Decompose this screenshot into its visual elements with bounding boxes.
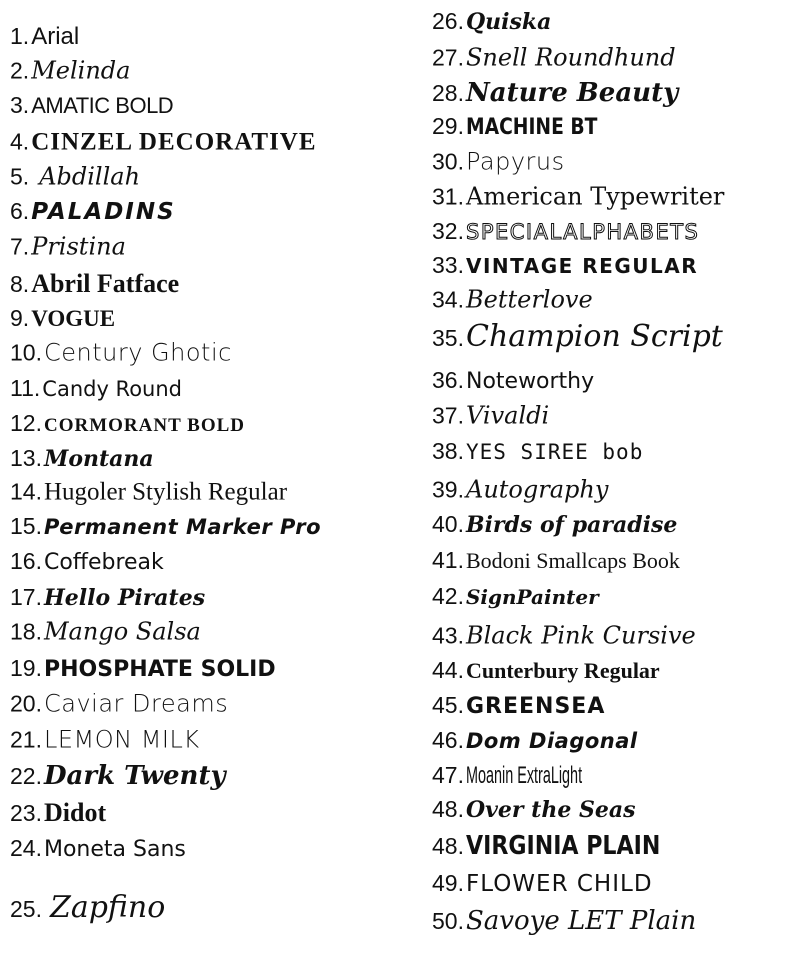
font-list-item: 28.Nature Beauty: [432, 78, 679, 108]
font-list-item: 23.Didot: [10, 798, 107, 827]
font-list-item: 16.Coffebreak: [10, 548, 164, 575]
font-name: AMATIC BOLD: [31, 93, 174, 118]
font-list-item: 36.Noteworthy: [432, 367, 595, 394]
font-name: Century Ghotic: [43, 338, 232, 367]
font-list-item: 2.Melinda: [10, 56, 131, 85]
font-name: Champion Script: [465, 319, 723, 354]
font-name: Dark Twenty: [43, 761, 226, 791]
font-list-item: 40.Birds of paradise: [432, 511, 678, 538]
font-name: Nature Beauty: [465, 78, 679, 108]
font-name: Hugoler Stylish Regular: [43, 478, 288, 506]
font-list-item: 29.MACHINE BT: [432, 113, 598, 140]
font-list-item: 11.Candy Round: [10, 375, 183, 401]
font-list-item: 38.YES SIREE bob: [432, 438, 644, 464]
font-list-item: 24.Moneta Sans: [10, 835, 186, 862]
font-name: Melinda: [31, 56, 131, 85]
font-name: YES SIREE bob: [465, 440, 644, 464]
font-list-item: 48.Over the Seas: [432, 796, 636, 823]
font-name: Mango Salsa: [43, 617, 201, 646]
font-list-item: 10.Century Ghotic: [10, 338, 232, 367]
font-list-item: 48.VIRGINIA PLAIN: [432, 831, 661, 861]
font-name: SignPainter: [465, 585, 599, 609]
font-list-item: 12. CORMORANT BOLD: [10, 410, 246, 436]
font-name: Black Pink Cursive: [465, 621, 696, 650]
font-list-item: 26.Quiska: [432, 8, 552, 35]
font-list-item: 41.Bodoni Smallcaps Book: [432, 547, 680, 573]
font-name: Pristina: [31, 232, 126, 261]
font-list-item: 44.Cunterbury Regular: [432, 657, 660, 683]
font-name: Hello Pirates: [43, 585, 206, 611]
font-name: MACHINE BT: [465, 115, 598, 140]
font-name: Moanin ExtraLight: [465, 762, 583, 789]
font-name: CINZEL DECORATIVE: [31, 128, 317, 156]
font-name: Betterlove: [465, 285, 593, 314]
font-name: Autography: [465, 475, 609, 504]
font-name: Zapfino: [49, 890, 166, 925]
font-name: Abdillah: [39, 162, 141, 191]
font-name: FLOWER CHILD: [465, 871, 653, 897]
font-list-item: 46.Dom Diagonal: [432, 727, 638, 753]
font-name: LEMON MILK: [43, 725, 200, 754]
font-list-item: 25. Zapfino: [10, 890, 166, 925]
font-name: Coffebreak: [43, 550, 164, 575]
font-name: Cunterbury Regular: [465, 658, 660, 683]
font-list-item: 18.Mango Salsa: [10, 617, 201, 646]
font-list-item: 30.Papyrus: [432, 147, 565, 176]
font-list-item: 47.Moanin ExtraLight: [432, 762, 583, 789]
font-list-item: 14.Hugoler Stylish Regular: [10, 478, 288, 506]
font-name: VIRGINIA PLAIN: [465, 831, 661, 861]
font-name: Vivaldi: [465, 401, 550, 430]
font-name: VOGUE: [31, 306, 116, 331]
font-name: Candy Round: [42, 377, 183, 401]
font-name: Noteworthy: [465, 369, 595, 394]
font-name: Savoye LET Plain: [465, 906, 697, 936]
font-list-item: 31.American Typewriter: [432, 182, 725, 211]
font-list-item: 21.LEMON MILK: [10, 725, 200, 754]
font-name: Caviar Dreams: [43, 689, 229, 718]
font-name: Quiska: [465, 9, 552, 35]
font-list-item: 15.Permanent Marker Pro: [10, 513, 322, 539]
font-name: PHOSPHATE SOLID: [43, 657, 276, 682]
font-name: VINTAGE REGULAR: [465, 254, 699, 278]
font-list-item: 8.Abril Fatface: [10, 269, 180, 298]
font-name: PALADINS: [31, 199, 176, 225]
font-name: GREENSEA: [465, 694, 606, 719]
font-name: Dom Diagonal: [465, 729, 638, 753]
font-name: Bodoni Smallcaps Book: [465, 548, 680, 573]
font-name: Snell Roundhund: [465, 43, 676, 72]
font-list-item: 6.PALADINS: [10, 198, 176, 225]
font-list-item: 9.VOGUE: [10, 305, 116, 331]
font-name: Over the Seas: [465, 797, 636, 823]
font-name: Papyrus: [465, 147, 565, 176]
font-list-item: 45.GREENSEA: [432, 692, 606, 719]
font-list-item: 27.Snell Roundhund: [432, 43, 676, 72]
font-list-item: 33. VINTAGE REGULAR: [432, 252, 699, 278]
font-name: American Typewriter: [465, 182, 725, 211]
font-name: Moneta Sans: [43, 837, 186, 862]
font-name: Arial: [31, 23, 80, 50]
font-list-item: 7.Pristina: [10, 232, 126, 261]
font-list-item: 3.AMATIC BOLD: [10, 92, 174, 118]
font-list-item: 37.Vivaldi: [432, 401, 550, 430]
font-list-item: 32.SPECIALALPHABETS: [432, 218, 700, 244]
font-list-item: 5. Abdillah: [10, 162, 141, 191]
font-name: CORMORANT BOLD: [43, 415, 246, 436]
font-list-item: 34.Betterlove: [432, 285, 593, 314]
font-name: SPECIALALPHABETS: [465, 220, 700, 244]
font-list-item: 4.CINZEL DECORATIVE: [10, 128, 317, 156]
font-list-item: 20.Caviar Dreams: [10, 689, 229, 718]
font-list-item: 49.FLOWER CHILD: [432, 870, 653, 897]
font-name: Abril Fatface: [31, 269, 180, 298]
font-list-item: 22.Dark Twenty: [10, 761, 226, 791]
font-list-item: 42. SignPainter: [432, 583, 599, 609]
font-list-item: 43.Black Pink Cursive: [432, 621, 696, 650]
font-list-item: 17.Hello Pirates: [10, 584, 206, 611]
font-list-item: 19.PHOSPHATE SOLID: [10, 655, 276, 682]
font-name: Birds of paradise: [465, 512, 678, 538]
font-list-item: 1.Arial: [10, 23, 80, 50]
font-name: Permanent Marker Pro: [43, 515, 322, 539]
font-list-item: 35.Champion Script: [432, 319, 723, 354]
font-list-item: 13.Montana: [10, 445, 154, 472]
font-list-item: 50.Savoye LET Plain: [432, 906, 697, 936]
font-name: Didot: [43, 798, 107, 827]
font-list-item: 39.Autography: [432, 475, 609, 504]
font-name: Montana: [43, 446, 154, 472]
